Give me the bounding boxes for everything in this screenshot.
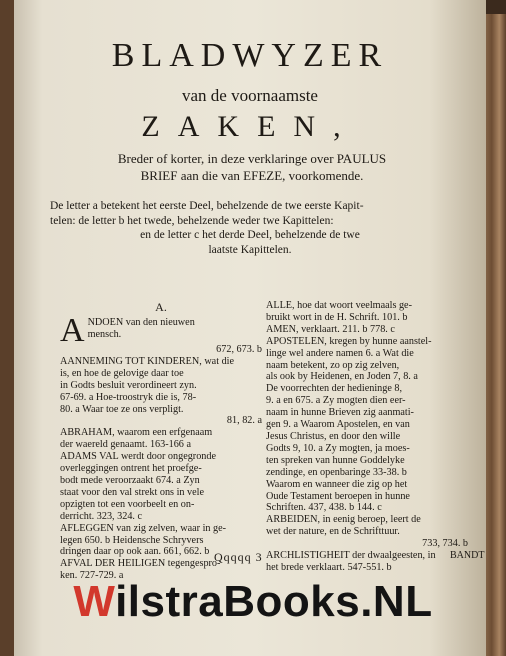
intro-line: BRIEF aan die van EFEZE, voorkomende.: [140, 168, 364, 183]
legend-line: De letter a betekent het eerste Deel, behelzende de twe eerste Kapit-: [50, 200, 364, 212]
index-line: overleggingen ontrent het proefge-: [60, 463, 202, 475]
index-entry-first: [60, 312, 262, 356]
index-line: legen 650. b Heidensche Schryvers: [60, 534, 204, 546]
index-line: AANNEMING TOT KINDEREN, wat die: [60, 355, 235, 367]
index-lines-right: [266, 300, 468, 574]
index-line: wet der nature, en de Schrifttuur.: [266, 526, 400, 538]
index-line: in Godts besluit verordineert zyn.: [60, 379, 197, 391]
index-line: mensch.: [87, 328, 122, 340]
page-title: BLADWYZER: [111, 37, 389, 74]
index-line: Schriften. 437, 438. b 144. c: [266, 502, 382, 514]
index-line: Waarom en wanneer die zig op het: [266, 478, 408, 490]
index-line: als ook by Heidenen, en Joden 7, 8. a: [266, 371, 418, 383]
index-column-left: [60, 300, 262, 582]
section-letter: A.: [155, 300, 167, 314]
legend-line: laatste Kapittelen.: [208, 243, 292, 256]
index-line: dringen daar op ook aan. 661, 662. b: [60, 546, 210, 558]
signature-mark: Qqqqq 3: [214, 550, 263, 564]
index-line: De voorrechten der hedieninge 8,: [266, 383, 403, 395]
index-line: Oude Testament beroepen in hunne: [266, 490, 410, 502]
legend-line: en de letter c het derde Deel, behelzende de twe: [140, 229, 360, 241]
index-column-right: [266, 300, 468, 574]
index-line: Jesus Christus, en door den wille: [266, 430, 401, 442]
page-subtitle: van de voornaamste: [182, 86, 318, 105]
index-line: ARCHLISTIGHEIT der dwaalgeesten, in: [266, 550, 436, 562]
index-line: ten spreken van hunne Goddelyke: [266, 454, 405, 466]
index-line: APOSTELEN, kregen by hunne aanstel-: [266, 335, 432, 347]
index-line: NDOEN van den nieuwen: [87, 317, 195, 328]
index-line: is, en hoe de gelovige daar toe: [60, 367, 184, 379]
index-line: derricht. 323, 324. c: [60, 510, 143, 522]
index-line: 733, 734. b: [422, 538, 468, 550]
intro-text: [62, 150, 442, 184]
book-spine: [484, 0, 506, 656]
index-line: ken. 727-729. a: [60, 570, 124, 582]
index-line: naam in hunne Brieven zig aanmati-: [266, 407, 414, 419]
watermark-part: ilstraBooks: [115, 577, 361, 626]
index-line: Godts 9, 10. a Zy mogten, ja moes-: [266, 442, 410, 454]
index-ref: 672, 673. b: [216, 344, 262, 355]
index-line: zendinge, en openbaringe 33-38. b: [266, 466, 407, 478]
index-line: 81, 82. a: [226, 415, 262, 427]
index-line: bruikt wort in de H. Schrift. 101. b: [266, 311, 408, 323]
index-line: ARBEIDEN, in eenig beroep, leert de: [266, 514, 421, 526]
index-line: het brede verklaart. 547-551. b: [266, 561, 392, 573]
watermark-logo: [0, 576, 506, 628]
index-line: bodt mede veroorzaakt 674. a Zyn: [60, 474, 200, 486]
index-line: ALLE, hoe dat woort veelmaals ge-: [266, 300, 412, 311]
legend-text: [50, 199, 450, 257]
index-line: AMEN, verklaart. 211. b 778. c: [266, 323, 395, 335]
index-lines-left: [60, 356, 262, 582]
intro-line: Breder of korter, in deze verklaringe over PAULUS: [117, 151, 387, 166]
index-line: ADAMS VAL werdt door ongegronde: [60, 451, 217, 463]
watermark-part: .NL: [360, 577, 433, 626]
watermark-part: W: [73, 577, 116, 626]
index-line: AFLEGGEN van zig zelven, waar in ge-: [60, 522, 227, 534]
index-line: AFVAL DER HEILIGEN tegengespro-: [60, 558, 221, 570]
index-line: 67-69. a Hoe-troostryk die is, 78-: [60, 391, 197, 403]
catchword: BANDT: [450, 550, 485, 561]
index-line: naam betekent, zo op zig zelven,: [266, 359, 400, 371]
page-heading: ZAKEN,: [141, 110, 359, 143]
drop-cap: A: [60, 312, 85, 349]
index-line: 9. a en 675. a Zy mogten dien eer-: [266, 395, 406, 407]
index-line: 80. a Waar toe ze ons verpligt.: [60, 403, 184, 415]
index-line: opzigten tot een voorbeelt en on-: [60, 498, 195, 510]
index-line: linge wel andere namen 6. a Wat die: [266, 347, 414, 359]
index-line: gen 9. a Waarom Apostelen, en van: [266, 419, 410, 431]
legend-line: telen: de letter b het twede, behelzende weder twe Kapittelen:: [50, 214, 334, 227]
index-line: der waereld genaamt. 163-166 a: [60, 439, 191, 451]
index-line: staat voor den val strekt ons in vele: [60, 486, 205, 498]
index-line: ABRAHAM, waarom een erfgenaam: [60, 427, 213, 439]
book-page: [14, 0, 486, 656]
